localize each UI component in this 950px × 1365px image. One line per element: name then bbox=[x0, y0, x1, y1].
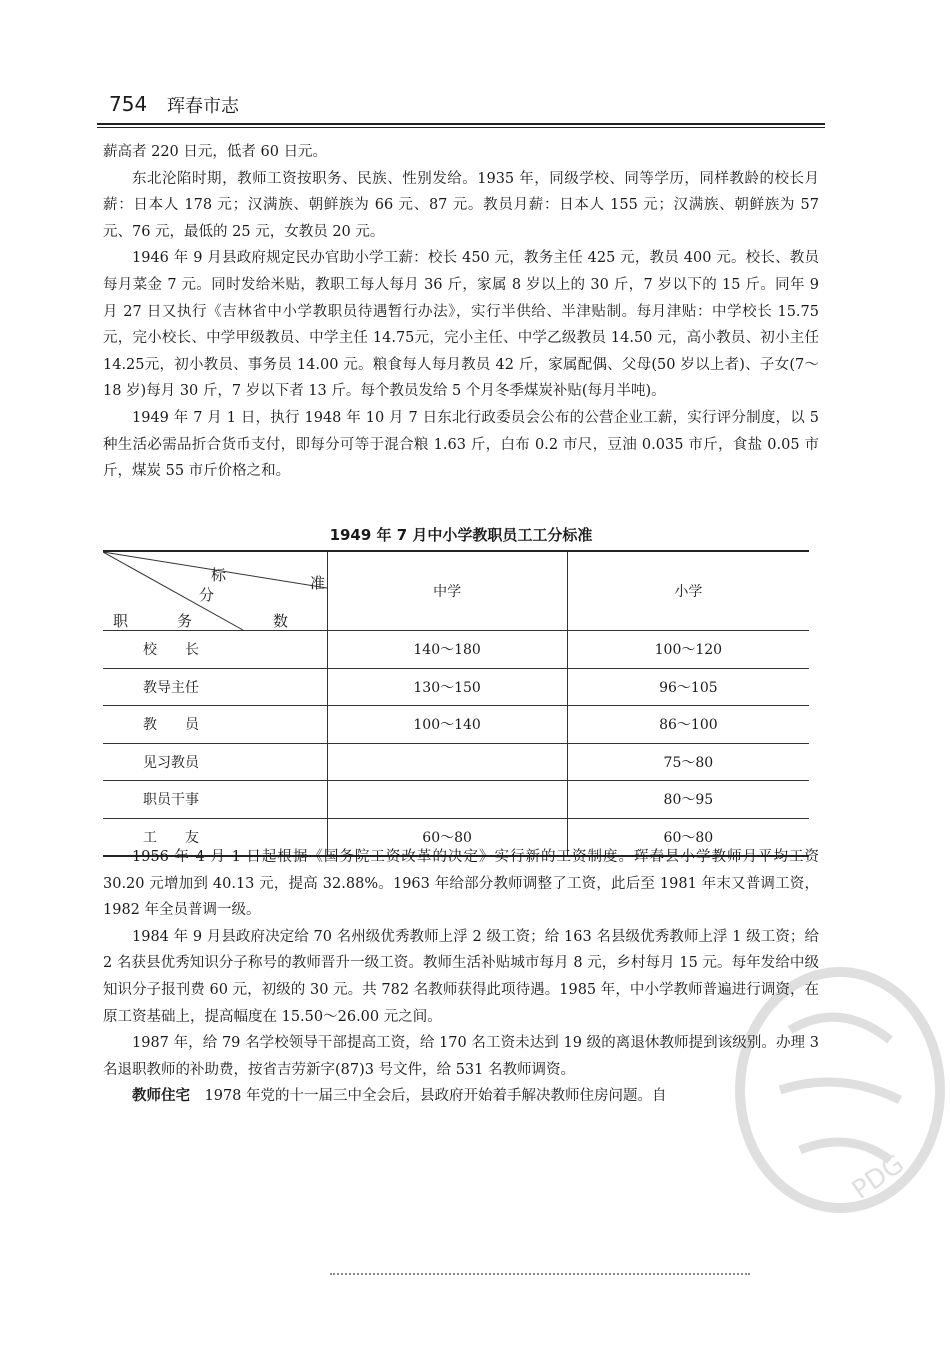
column-header-middle-school: 中学 bbox=[327, 551, 567, 631]
header-rule bbox=[97, 123, 825, 125]
primary-school-cell: 100～120 bbox=[567, 631, 809, 669]
header-rule-thin bbox=[97, 127, 825, 128]
column-header-primary-school: 小学 bbox=[567, 551, 809, 631]
position-cell: 校 长 bbox=[103, 631, 327, 669]
table-row bbox=[103, 706, 809, 744]
middle-school-cell bbox=[327, 743, 567, 781]
position-cell: 工 友 bbox=[103, 818, 327, 856]
primary-school-cell: 96～105 bbox=[567, 668, 809, 706]
corner-zhi: 职 bbox=[113, 612, 129, 630]
watermark-label: PDG bbox=[846, 1149, 910, 1206]
page-header bbox=[97, 92, 827, 124]
middle-school-cell: 130～150 bbox=[327, 668, 567, 706]
work-points-table bbox=[103, 550, 809, 857]
page-number: 754 bbox=[109, 92, 148, 116]
middle-school-cell bbox=[327, 781, 567, 819]
paragraph: 1949 年 7 月 1 日，执行 1948 年 10 月 7 日东北行政委员会公布的公营企业工薪，实行评分制度，以 5 种生活必需品折合货币支付，即每分可等于混合粮 1.63 斤，白布 0.2 市尺，豆油 0.035 市斤，食盐 0.05 市斤，煤炭 55 市斤价格之和。 bbox=[103, 409, 819, 480]
table-header-row bbox=[103, 551, 809, 631]
table-row bbox=[103, 668, 809, 706]
corner-zhun: 准 bbox=[310, 574, 326, 592]
book-title: 珲春市志 bbox=[167, 96, 239, 117]
paragraph: 1946 年 9 月县政府规定民办官助小学工薪：校长 450 元，教务主任 425 元，教员 400 元。校长、教员每月菜金 7 元。同时发给米贴，教职工每人每月 36 斤，家属 8 岁以上的 30 斤，7 岁以下的 15 斤。同年 9 月 27 日又执行《吉林省中小学教职员待遇暂行办法》，实行半供给、半津贴制。每月津贴：中学校长 15.75 元，完小校长、中学甲级教员、中学主任 14.75元，完小主任、中学乙级教员 14.50 元，高小教员、初小主任14.25元，初小教员、事务员 14.00 元。粮食每人每月教员 42 斤，家属配偶、父母(50 岁以上者)、子女(7～18 岁)每月 30 斤，7 岁以下者 13 斤。每个教员发给 5 个月冬季煤炭补贴(每月半吨)。 bbox=[103, 250, 819, 400]
paragraph-text: 1978 年党的十一届三中全会后，县政府开始着手解决教师住房问题。自 bbox=[190, 1088, 667, 1105]
paragraph-teacher-housing bbox=[103, 1083, 819, 1110]
diagonal-header-cell bbox=[103, 551, 327, 631]
corner-shu: 数 bbox=[273, 612, 289, 630]
paragraph: 1956 年 4 月 1 日起根据《国务院工资改革的决定》实行新的工资制度。珲春县小学教师月平均工资 30.20 元增加到 40.13 元，提高 32.88%。1963 年给部分教师调整了工资，此后至 1981 年末又普调工资，1982 年全员普调一级。 bbox=[103, 849, 819, 919]
paragraph: 1987 年，给 79 名学校领导干部提高工资，给 170 名工资未达到 19 级的离退休教师提到该级别。办理 3 名退职教师的补助费，按省吉劳新字(87)3 号文件，给 531 名教师调资。 bbox=[103, 1035, 819, 1078]
table-row bbox=[103, 743, 809, 781]
section-heading-teacher-housing: 教师住宅 bbox=[132, 1088, 190, 1105]
scan-artifact-line bbox=[330, 1273, 750, 1275]
position-cell: 教导主任 bbox=[103, 668, 327, 706]
paragraph: 薪高者 220 日元，低者 60 日元。 bbox=[103, 144, 328, 160]
body-text-top bbox=[103, 139, 819, 485]
primary-school-cell: 86～100 bbox=[567, 706, 809, 744]
corner-fen: 分 bbox=[199, 586, 215, 604]
middle-school-cell: 60～80 bbox=[327, 818, 567, 856]
position-cell: 见习教员 bbox=[103, 743, 327, 781]
table-row bbox=[103, 781, 809, 819]
body-text-bottom bbox=[103, 844, 819, 1110]
paragraph: 1984 年 9 月县政府决定给 70 名州级优秀教师上浮 2 级工资；给 163 名县级优秀教师上浮 1 级工资；给 2 名获县优秀知识分子称号的教师晋升一级工资。教师生活补贴城市每月 8 元，乡村每月 15 元。每年发给中级知识分子报刊费 60 元，初级的 30 元。共 782 名教师获得此项待遇。1985 年，中小学教师普遍进行调资，在原工资基础上，提高幅度在 15.50～26.00 元之间。 bbox=[103, 928, 819, 1025]
position-cell: 教 员 bbox=[103, 706, 327, 744]
middle-school-cell: 140～180 bbox=[327, 631, 567, 669]
watermark-seal-icon bbox=[720, 960, 950, 1220]
watermark-seal bbox=[720, 960, 950, 1220]
primary-school-cell: 60～80 bbox=[567, 818, 809, 856]
corner-wu: 务 bbox=[177, 612, 193, 630]
table-row bbox=[103, 631, 809, 669]
primary-school-cell: 75～80 bbox=[567, 743, 809, 781]
corner-biao: 标 bbox=[211, 566, 227, 584]
table-title: 1949 年 7 月中小学教职员工工分标准 bbox=[329, 526, 593, 544]
paragraph: 东北沦陷时期，教师工资按职务、民族、性别发给。1935 年，同级学校、同等学历，同样教龄的校长月薪：日本人 178 元；汉满族、朝鲜族为 66 元、87 元。教员月薪：日本人 155 元；汉满族、朝鲜族为 57 元、76 元，最低的 25 元，女教员 20 元。 bbox=[103, 170, 819, 240]
primary-school-cell: 80～95 bbox=[567, 781, 809, 819]
middle-school-cell: 100～140 bbox=[327, 706, 567, 744]
position-cell: 职员干事 bbox=[103, 781, 327, 819]
